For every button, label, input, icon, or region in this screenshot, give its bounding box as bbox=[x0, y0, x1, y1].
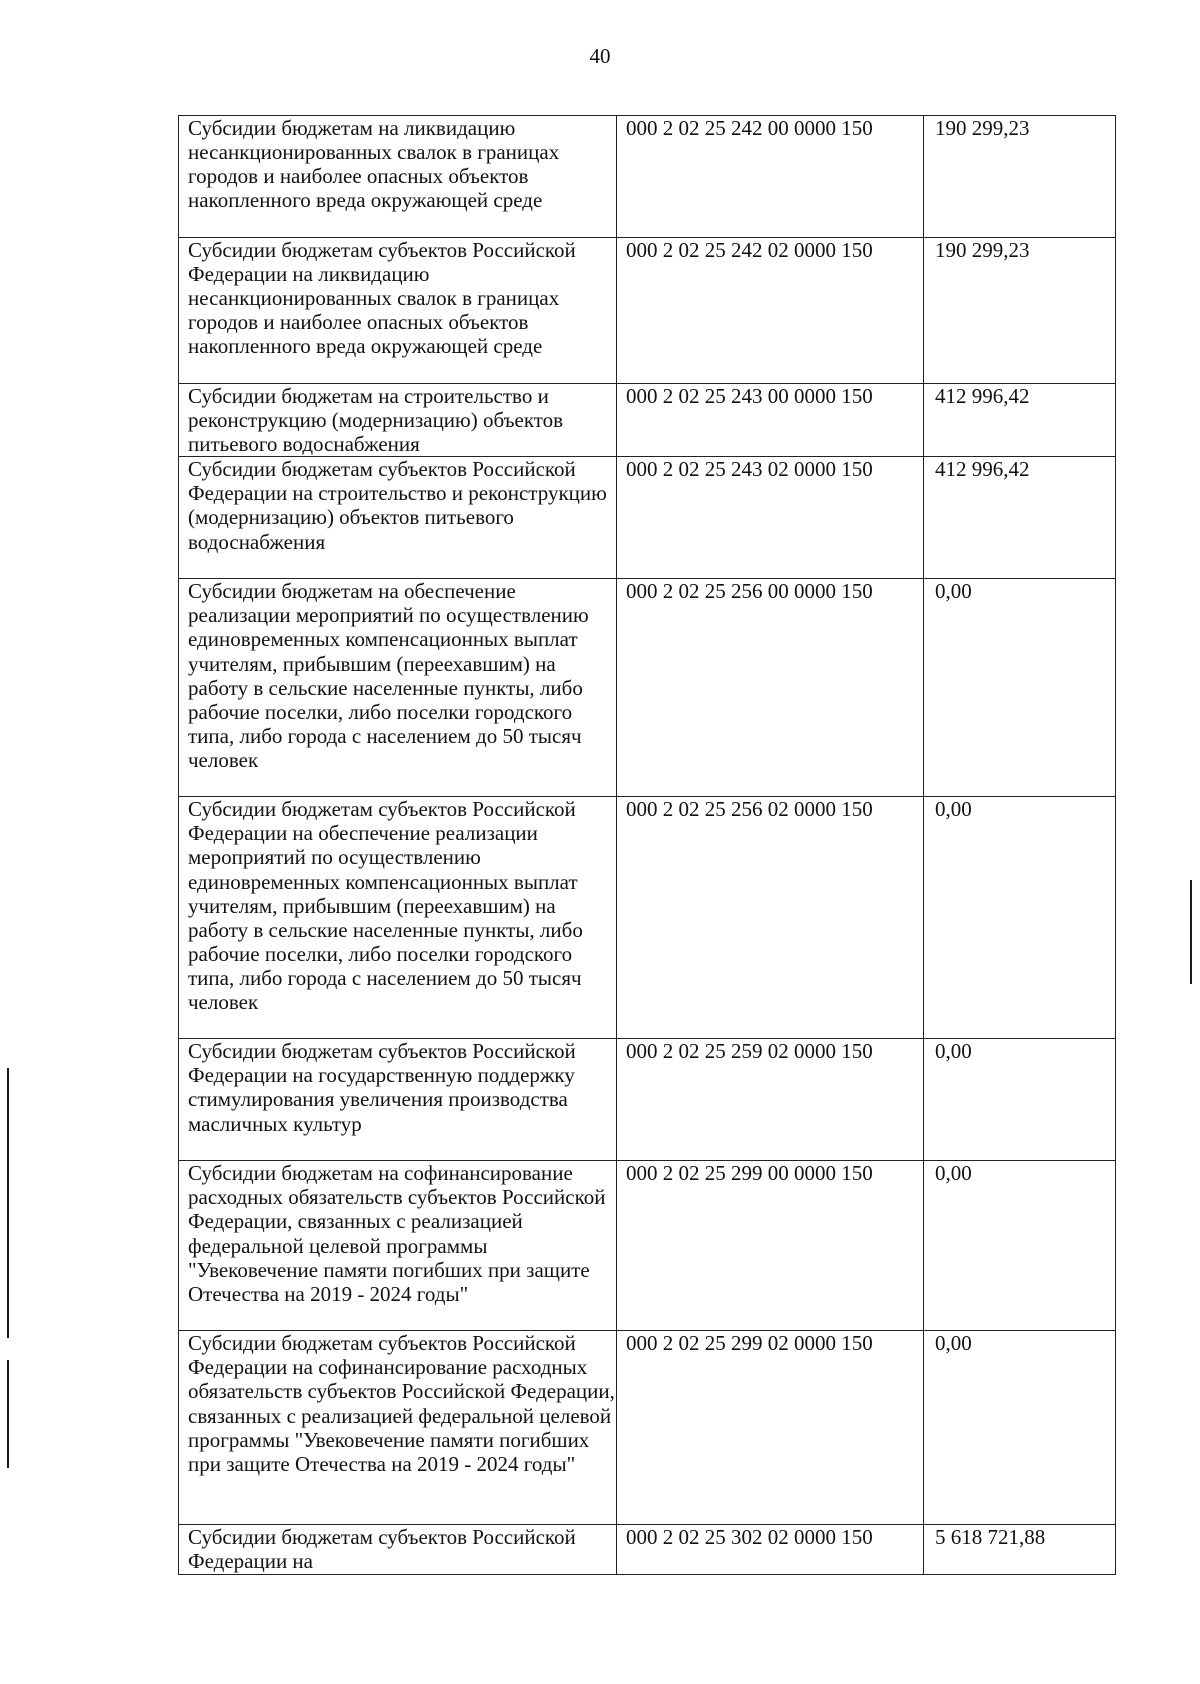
table-row bbox=[179, 1039, 1116, 1161]
budget-table bbox=[178, 115, 1116, 1575]
row-name: Субсидии бюджетам на строительство и реконструкцию (модернизацию) объектов питьевого водоснабжения bbox=[179, 384, 617, 457]
row-amount: 412 996,42 bbox=[924, 384, 1116, 457]
row-name: Субсидии бюджетам субъектов Российской Федерации на bbox=[179, 1525, 617, 1575]
page-number: 40 bbox=[589, 44, 611, 68]
table-row bbox=[179, 797, 1116, 1039]
row-code: 000 2 02 25 243 02 0000 150 bbox=[617, 457, 924, 579]
scan-mark-left-2 bbox=[7, 1360, 9, 1468]
table-row bbox=[179, 457, 1116, 579]
row-name: Субсидии бюджетам на обеспечение реализации мероприятий по осуществлению единовременных компенсационных выплат учителям, прибывшим (переехавшим) на работу в сельские населенные пункты, либо рабочие поселки, либо поселки городского типа, либо города с населением до 50 тысяч человек bbox=[179, 579, 617, 797]
row-amount: 5 618 721,88 bbox=[924, 1525, 1116, 1575]
table-row bbox=[179, 1161, 1116, 1331]
row-amount: 412 996,42 bbox=[924, 457, 1116, 579]
row-code: 000 2 02 25 242 02 0000 150 bbox=[617, 238, 924, 384]
row-name: Субсидии бюджетам субъектов Российской Федерации на государственную поддержку стимулирования увеличения производства масличных культур bbox=[179, 1039, 617, 1161]
row-amount: 0,00 bbox=[924, 797, 1116, 1039]
row-amount: 0,00 bbox=[924, 1161, 1116, 1331]
table-row bbox=[179, 1525, 1116, 1575]
row-amount: 190 299,23 bbox=[924, 116, 1116, 238]
row-name: Субсидии бюджетам субъектов Российской Федерации на обеспечение реализации мероприятий по осуществлению единовременных компенсационных выплат учителям, прибывшим (переехавшим) на работу в сельские населенные пункты, либо рабочие поселки, либо поселки городского типа, либо города с населением до 50 тысяч человек bbox=[179, 797, 617, 1039]
row-amount: 0,00 bbox=[924, 1331, 1116, 1525]
row-code: 000 2 02 25 299 00 0000 150 bbox=[617, 1161, 924, 1331]
table-row bbox=[179, 238, 1116, 384]
table-row bbox=[179, 116, 1116, 238]
row-name: Субсидии бюджетам субъектов Российской Федерации на ликвидацию несанкционированных свалок в границах городов и наиболее опасных объектов накопленного вреда окружающей среде bbox=[179, 238, 617, 384]
scan-mark-left-1 bbox=[7, 1068, 9, 1338]
row-code: 000 2 02 25 259 02 0000 150 bbox=[617, 1039, 924, 1161]
row-code: 000 2 02 25 256 00 0000 150 bbox=[617, 579, 924, 797]
row-code: 000 2 02 25 256 02 0000 150 bbox=[617, 797, 924, 1039]
row-name: Субсидии бюджетам на ликвидацию несанкционированных свалок в границах городов и наиболее опасных объектов накопленного вреда окружающей среде bbox=[179, 116, 617, 238]
table-row bbox=[179, 579, 1116, 797]
row-code: 000 2 02 25 243 00 0000 150 bbox=[617, 384, 924, 457]
table-row bbox=[179, 1331, 1116, 1525]
row-code: 000 2 02 25 299 02 0000 150 bbox=[617, 1331, 924, 1525]
scan-mark-right bbox=[1190, 880, 1192, 984]
table-row bbox=[179, 384, 1116, 457]
row-amount: 0,00 bbox=[924, 579, 1116, 797]
row-name: Субсидии бюджетам на софинансирование расходных обязательств субъектов Российской Федерации, связанных с реализацией федеральной целевой программы "Увековечение памяти погибших при защите Отечества на 2019 - 2024 годы" bbox=[179, 1161, 617, 1331]
row-amount: 0,00 bbox=[924, 1039, 1116, 1161]
row-code: 000 2 02 25 242 00 0000 150 bbox=[617, 116, 924, 238]
row-name: Субсидии бюджетам субъектов Российской Федерации на строительство и реконструкцию (модернизацию) объектов питьевого водоснабжения bbox=[179, 457, 617, 579]
row-name: Субсидии бюджетам субъектов Российской Федерации на софинансирование расходных обязательств субъектов Российской Федерации, связанных с реализацией федеральной целевой программы "Увековечение памяти погибших при защите Отечества на 2019 - 2024 годы" bbox=[179, 1331, 617, 1525]
row-amount: 190 299,23 bbox=[924, 238, 1116, 384]
row-code: 000 2 02 25 302 02 0000 150 bbox=[617, 1525, 924, 1575]
